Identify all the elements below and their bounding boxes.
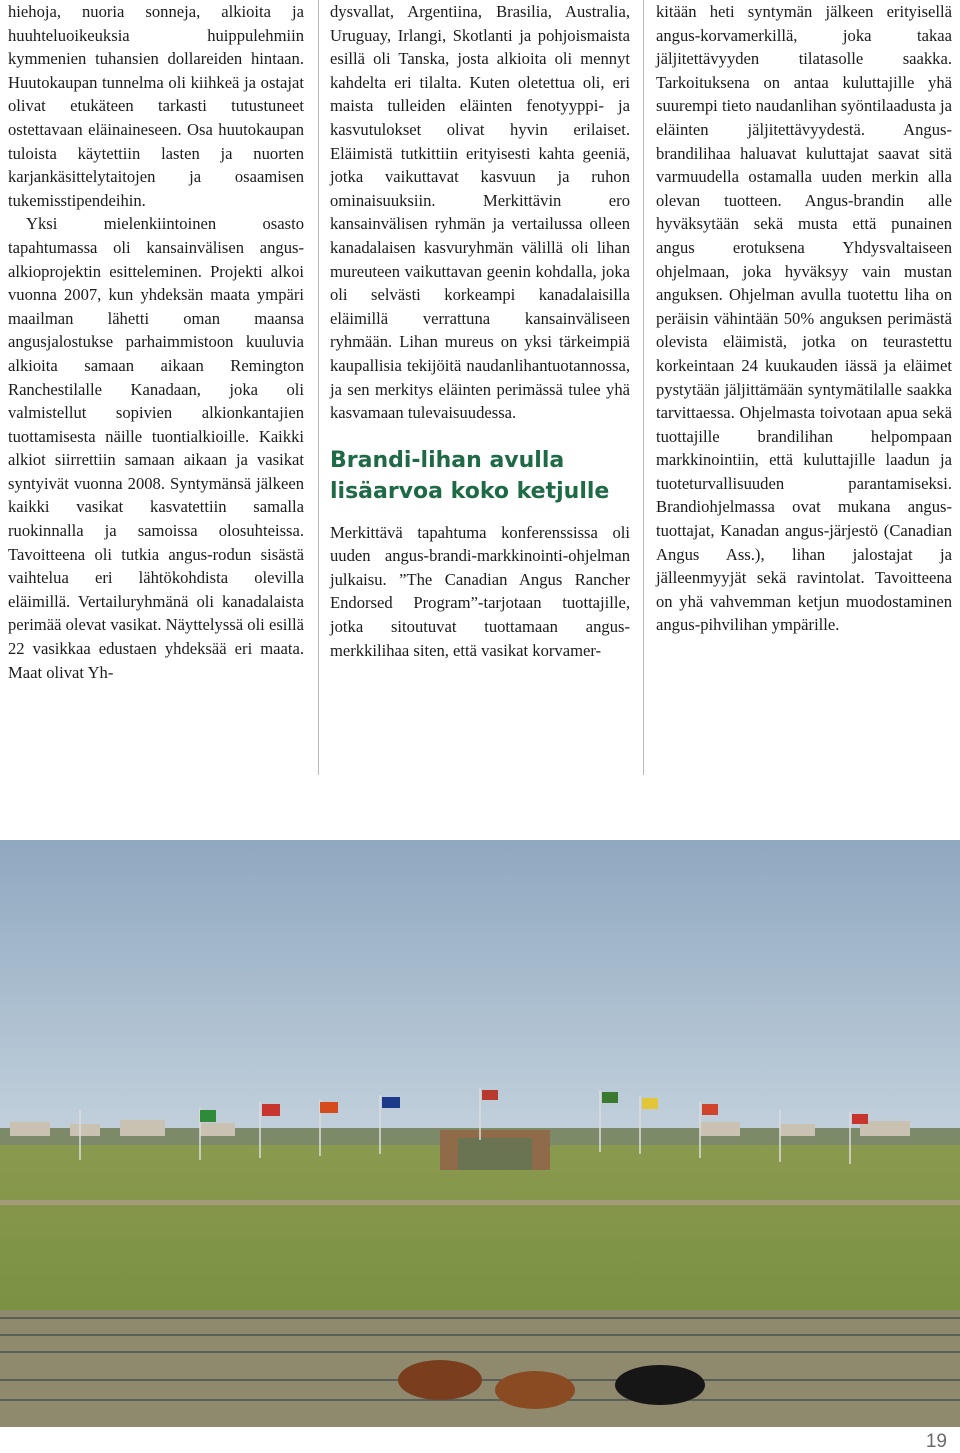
column-divider bbox=[318, 0, 319, 775]
paragraph: dysvallat, Argentiina, Brasilia, Australia, Uruguay, Irlangi, Skotlanti ja pohjoismaista esillä oli Tanska, josta alkioita oli mennyt kahdelta eri tilalta. Kuten oletettua oli, eri maista tulleiden eläinten fenotyyppi- ja kasvutulokset olivat hyvin erilaiset. Eläimistä tutkittiin erityisesti kahta geeniä, jotka vaikuttavat kasvuun ja ruhon ominaisuuksiin. Merkittävin ero kansainvälisen ryhmän ja vertailussa olleen kanadalaisen kasvuryhmän välillä oli lihan mureuteen vaikuttavan geenin kohdalla, joka oli selvästi korkeampi kanadalaisilla eläimillä verrattuna kansainväliseen ryhmään. Lihan mureus on yksi tärkeimpiä kaupallisia tekijöitä naudanlihantuotannossa, ja sen merkitys eläinten perimässä tulee yhä kasvamaan tulevaisuudessa. bbox=[330, 2, 630, 423]
paragraph: kitään heti syntymän jälkeen erityisellä angus-korvamerkillä, joka takaa jäljitettävyyden tilatasolle saakka. Tarkoituksena on antaa kuluttajille yhä suurempi tieto naudanlihan syöntilaadusta ja eläinten jäljitettävyydestä. Angus-brandilihaa haluavat kuluttajat saavat sitä varmuudella ostamalla uuden merkin alla olevan tuotteen. Angus-brandin alle hyväksytään sekä musta että punainen angus erotuksena Yhdysvaltaiseen ohjelmaan, joka hyväksyy vain mustan anguksen. Ohjelman avulla tuotettu liha on peräisin vähintään 50% anguksen perimästä olevista eläimistä, jotka on teurastettu korkeintaan 24 kuukauden iässä ja eläimet pystytään jäljittämään syntymätilalle saakka tarvittaessa. Ohjelmasta toivotaan apua sekä tuottajille brandilihan helpompaan markkinointiin, että kuluttajille laadun ja tuoteturvallisuuden parantamiseksi. Brandiohjelmassa ovat mukana angus-tuottajat, Kanadan angus-järjestö (Canadian Angus Ass.), lihan jalostajat ja jälleenmyyjät sekä ravintolat. Tavoitteena on yhä vahvemman ketjun muodostaminen angus-pihvilihan ympärille. bbox=[656, 2, 952, 635]
paragraph: hiehoja, nuoria sonneja, alkioita ja huuhteluoikeuksia huippulehmiin kymmenien tuhansien dollareiden hintaan. Huutokaupan tunnelma oli kiihkeä ja ostajat olivat etukäteen tarkasti tutustuneet ostettavaan eläinaineseen. Osa huutokaupan tuloista käytettiin lasten ja nuorten karjankäsittelytaitojen ja osaamisen tukemisstipendeihin. bbox=[8, 2, 304, 210]
paragraph: Yksi mielenkiintoinen osasto tapahtumassa oli kansainvälisen angus-alkioprojektin esitteleminen. Projekti alkoi vuonna 2007, kun yhdeksän maata ympäri maailman lähetti oman maansa angusjalostukse parhaimmistoon kuuluvia alkioita samaan aikaan Remington Ranchestilalle Kanadaan, joka oli valmistellut sopivien alkionkantajien tuottamisesta näille tuontialkioille. Kaikki alkiot siirrettiin samaan aikaan ja vasikat syntyivät vuonna 2008. Syntymänsä jälkeen kaikki vasikat kasvatettiin samalla ruokinnalla ja samoissa olosuhteissa. Tavoitteena oli tutkia angus-rodun sisästä vaihtelua eri lähtökohdista olevilla eläimillä. Vertailuryhmänä oli kanadalaista perimää olevat vasikat. Näyttelyssä oli esillä 22 vasikkaa edustaen yhdeksää eri maata. Maat olivat Yh- bbox=[8, 214, 304, 682]
article-column-3 bbox=[656, 0, 952, 637]
page-number: 19 bbox=[925, 1431, 947, 1452]
article-column-2 bbox=[330, 0, 630, 662]
article-column-1 bbox=[8, 0, 304, 684]
section-heading: Brandi-lihan avulla lisäarvoa koko ketjulle bbox=[330, 447, 610, 504]
paragraph: Merkittävä tapahtuma konferenssissa oli uuden angus-brandi-markkinointi-ohjelman julkaisu. ”The Canadian Angus Rancher Endorsed Program”-tarjotaan tuottajille, jotka sitoutuvat tuottamaan angus-merkkilihaa siten, että vasikat korvamer- bbox=[330, 522, 630, 660]
photo-ranch-flags-cattle bbox=[0, 840, 960, 1427]
column-divider bbox=[643, 0, 644, 775]
